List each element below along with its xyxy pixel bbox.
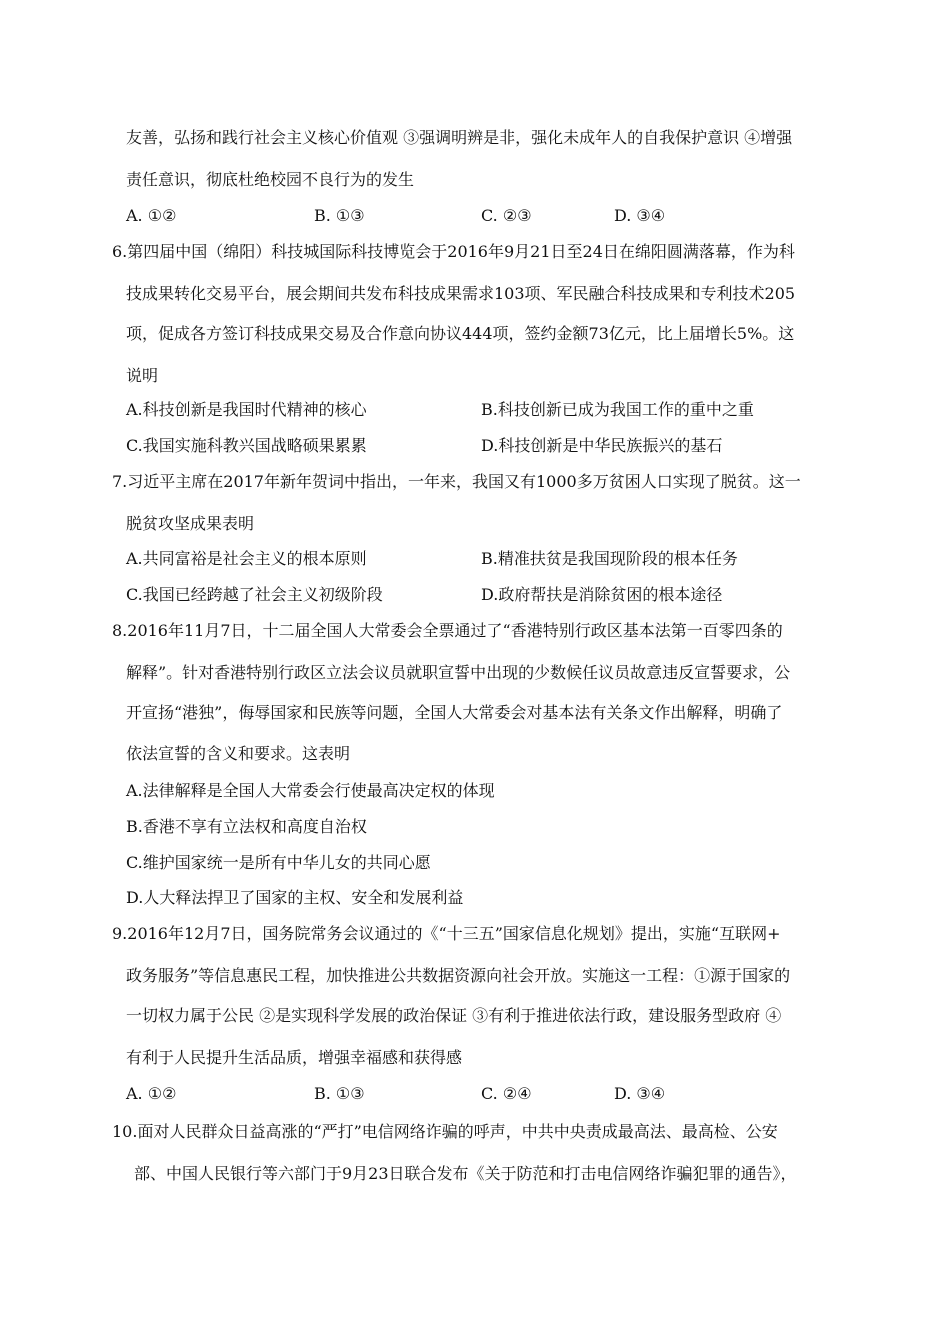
q7-line-1: 7.习近平主席在2017年新年贺词中指出，一年来，我国又有1000多万贫困人口实现了脱贫。这一 <box>112 472 801 491</box>
q5-option-b: B. ①③ <box>314 206 365 225</box>
q9-line-2: 政务服务”等信息惠民工程，加快推进公共数据资源向社会开放。实施这一工程：①源于国家的 <box>126 966 791 985</box>
q6-option-b: B.科技创新已成为我国工作的重中之重 <box>481 400 754 419</box>
q10-line-1: 10.面对人民群众日益高涨的“严打”电信网络诈骗的呼声，中共中央责成最高法、最高检、公安 <box>112 1122 778 1141</box>
q9-option-c: C. ②④ <box>481 1084 532 1103</box>
q5-line-2: 责任意识，彻底杜绝校园不良行为的发生 <box>126 170 415 189</box>
q5-line-1: 友善，弘扬和践行社会主义核心价值观 ③强调明辨是非，强化未成年人的自我保护意识 ④增强 <box>126 128 793 147</box>
q7-line-2: 脱贫攻坚成果表明 <box>126 514 255 533</box>
q8-line-1: 8.2016年11月7日，十二届全国人大常委会全票通过了“香港特别行政区基本法第一百零四条的 <box>112 621 783 640</box>
q9-line-3: 一切权力属于公民 ②是实现科学发展的政治保证 ③有利于推进依法行政，建设服务型政府 ④ <box>126 1006 782 1025</box>
q8-option-b: B.香港不享有立法权和高度自治权 <box>126 817 367 836</box>
q9-option-b: B. ①③ <box>314 1084 365 1103</box>
q6-line-4: 说明 <box>126 366 159 385</box>
q8-line-2: 解释”。针对香港特别行政区立法会议员就职宣誓中出现的少数候任议员故意违反宣誓要求，公 <box>126 663 791 682</box>
q6-line-3: 项，促成各方签订科技成果交易及合作意向协议444项，签约金额73亿元，比上届增长5%。这 <box>126 324 795 343</box>
q6-line-2: 技成果转化交易平台，展会期间共发布科技成果需求103项、军民融合科技成果和专利技术205 <box>126 284 796 303</box>
q8-option-d: D.人大释法捍卫了国家的主权、安全和发展利益 <box>126 888 464 907</box>
q9-line-1: 9.2016年12月7日，国务院常务会议通过的《“十三五”国家信息化规划》提出，实施“互联网+ <box>112 924 781 943</box>
q7-option-a: A.共同富裕是社会主义的根本原则 <box>126 549 367 568</box>
q9-option-a: A. ①② <box>126 1084 177 1103</box>
q10-line-2: 部、中国人民银行等六部门于9月23日联合发布《关于防范和打击电信网络诈骗犯罪的通告》， <box>134 1164 797 1183</box>
q6-option-a: A.科技创新是我国时代精神的核心 <box>126 400 367 419</box>
q7-option-c: C.我国已经跨越了社会主义初级阶段 <box>126 585 383 604</box>
q5-option-a: A. ①② <box>126 206 177 225</box>
q8-line-3: 开宣扬“港独”，侮辱国家和民族等问题，全国人大常委会对基本法有关条文作出解释，明确了 <box>126 703 783 722</box>
q5-option-d: D. ③④ <box>614 206 666 225</box>
q6-option-d: D.科技创新是中华民族振兴的基石 <box>481 436 723 455</box>
q6-option-c: C.我国实施科教兴国战略硕果累累 <box>126 436 367 455</box>
q7-option-b: B.精准扶贫是我国现阶段的根本任务 <box>481 549 738 568</box>
q9-line-4: 有利于人民提升生活品质，增强幸福感和获得感 <box>126 1048 463 1067</box>
q8-option-a: A.法律解释是全国人大常委会行使最高决定权的体现 <box>126 781 495 800</box>
q9-option-d: D. ③④ <box>614 1084 666 1103</box>
q5-option-c: C. ②③ <box>481 206 532 225</box>
q8-option-c: C.维护国家统一是所有中华儿女的共同心愿 <box>126 853 431 872</box>
q8-line-4: 依法宣誓的含义和要求。这表明 <box>126 744 351 763</box>
q6-line-1: 6.第四届中国（绵阳）科技城国际科技博览会于2016年9月21日至24日在绵阳圆满落幕，作为科 <box>112 242 795 261</box>
q7-option-d: D.政府帮扶是消除贫困的根本途径 <box>481 585 723 604</box>
